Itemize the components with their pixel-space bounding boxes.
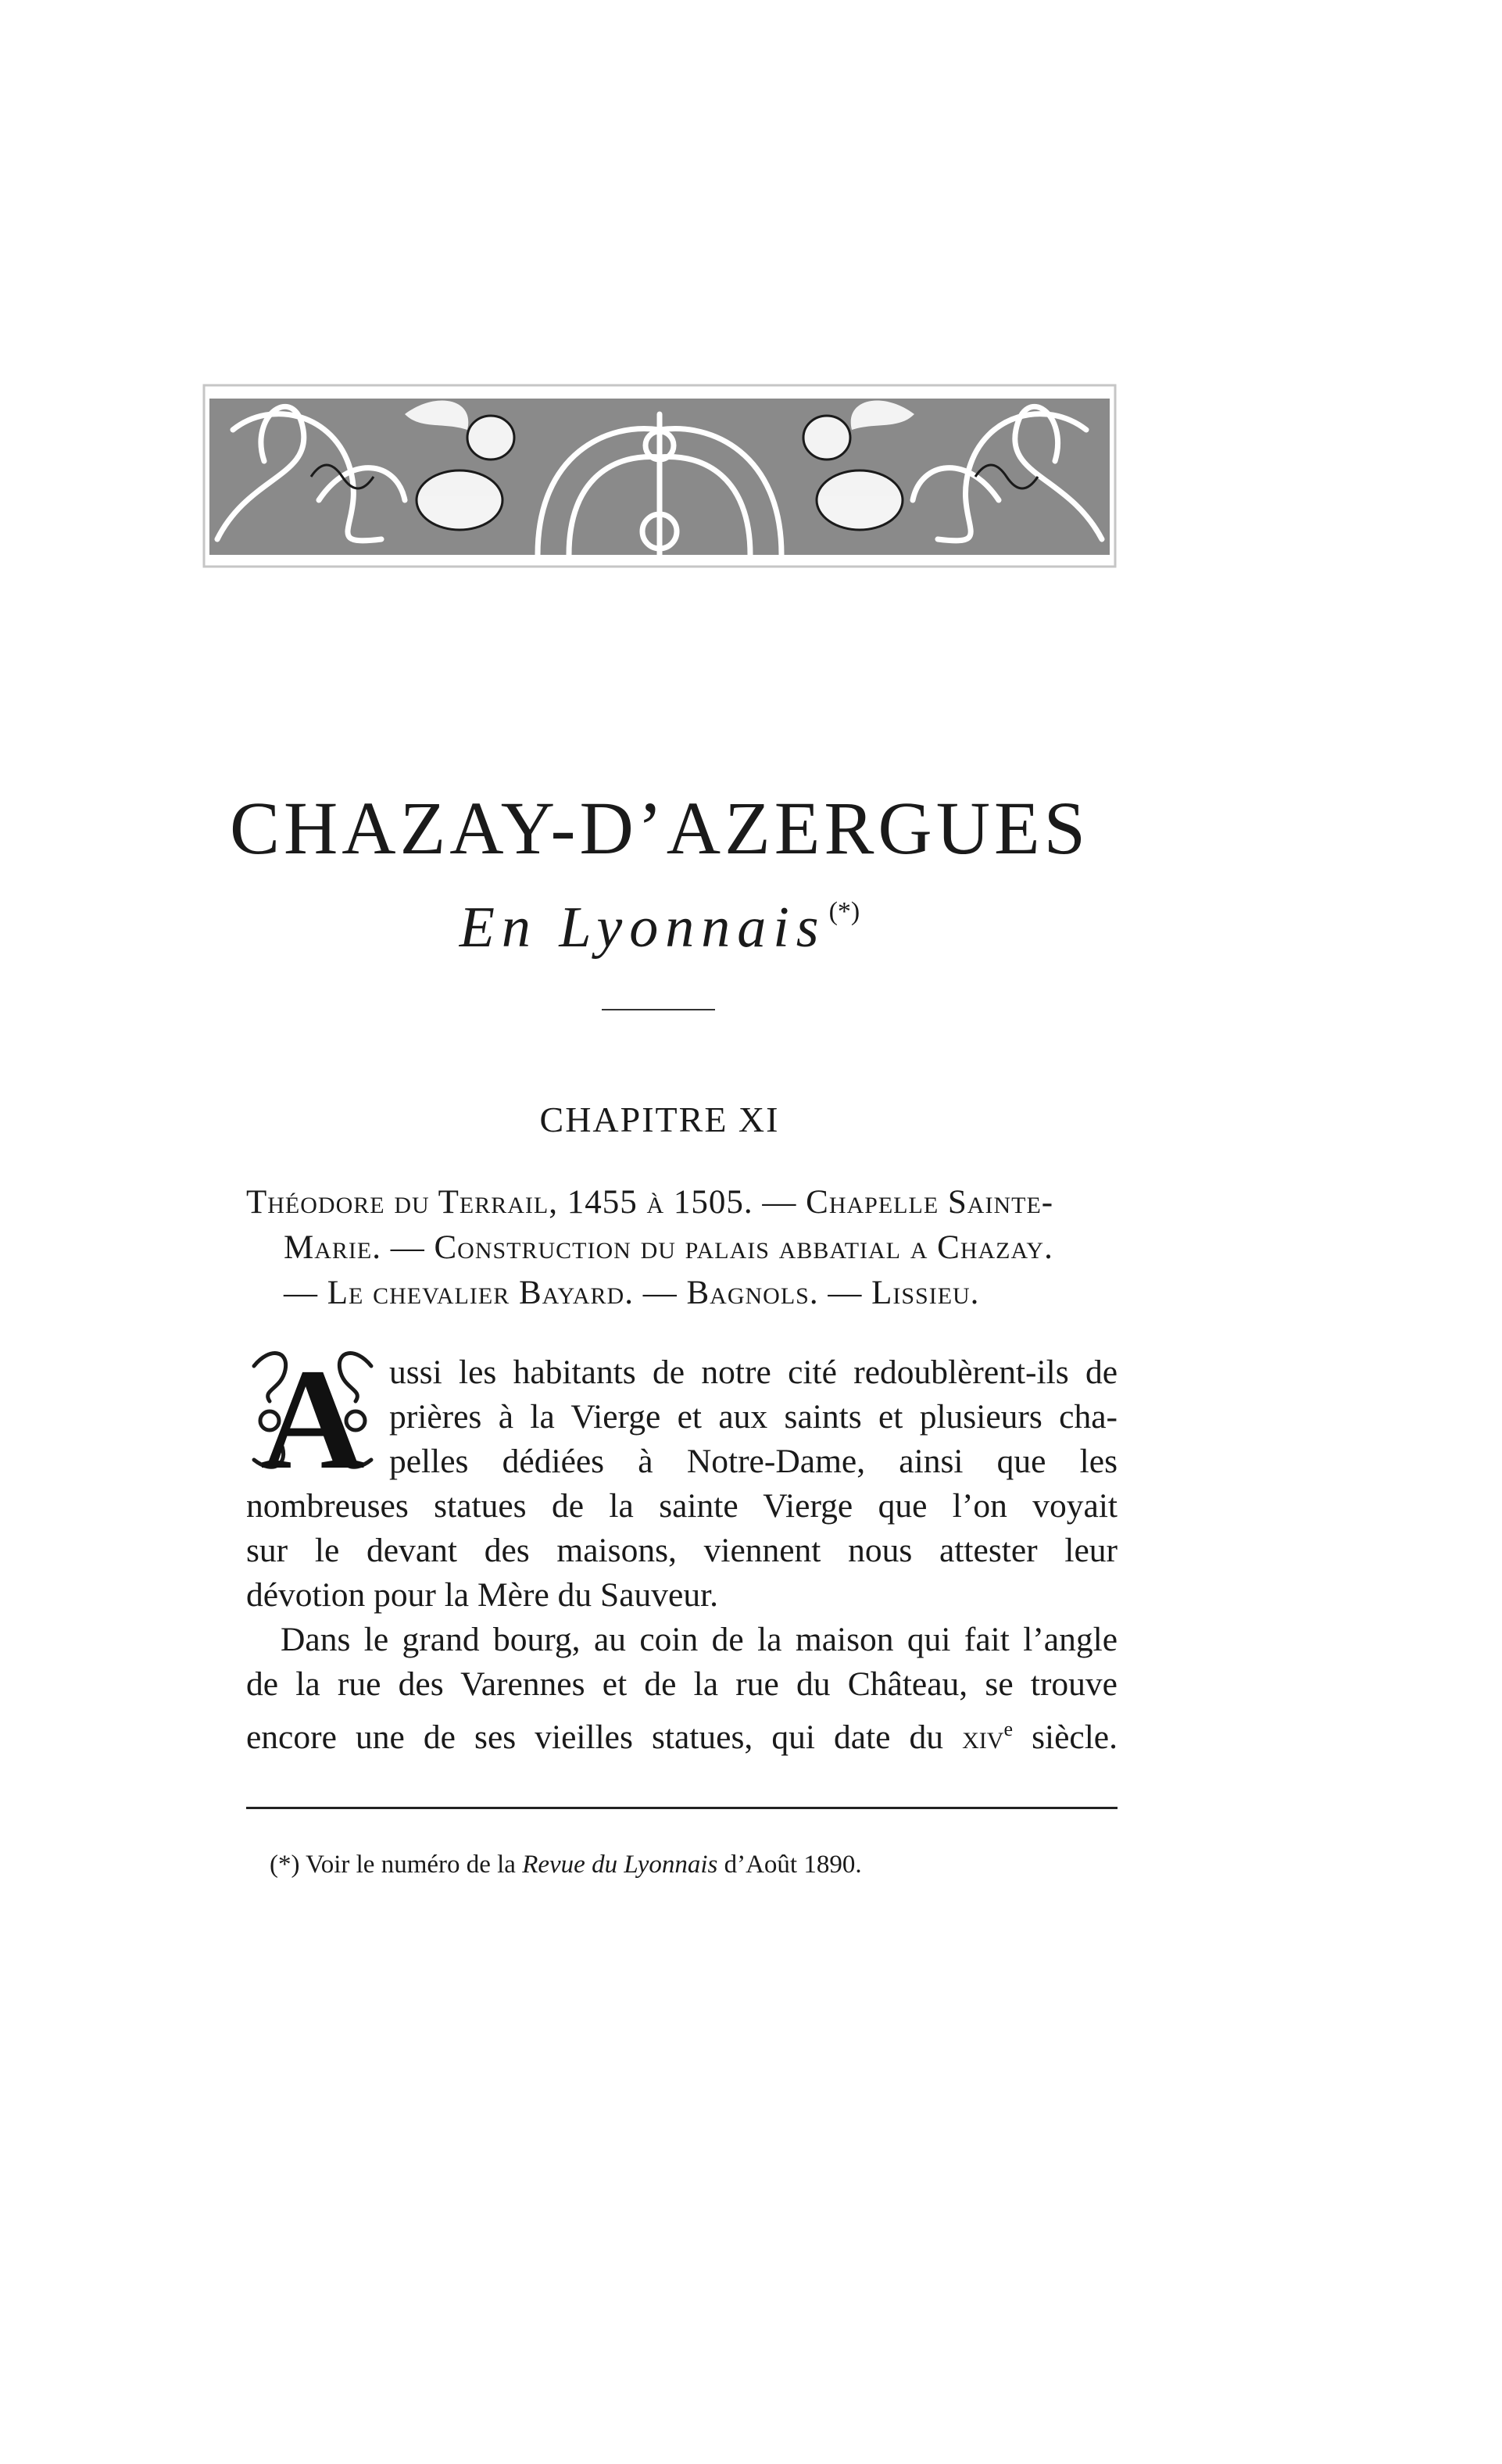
page-title: CHAZAY-D’AZERGUES: [229, 786, 1090, 871]
body-text-span: siècle.: [1013, 1718, 1118, 1756]
body-line: sur le devant des maisons, viennent nous attester leur: [246, 1532, 1118, 1569]
body-line: prières à la Vierge et aux saints et plusieurs cha-: [389, 1398, 1118, 1436]
subtitle-text: En Lyonnais: [459, 896, 826, 960]
footnote-mark: (*): [270, 1851, 300, 1879]
body-line: de la rue des Varennes et de la rue du Château, se trouve: [246, 1665, 1118, 1703]
body-line: nombreuses statues de la sainte Vierge que l’on voyait: [246, 1487, 1118, 1525]
ornamental-headpiece: [202, 383, 1118, 569]
body-text-span: encore une de ses vieilles statues, qui date du: [246, 1718, 963, 1756]
footnote-reference: (*): [828, 897, 860, 926]
footnote-text: Voir le numéro de la: [299, 1851, 523, 1879]
body-line: pelles dédiées à Notre-Dame, ainsi que les: [389, 1443, 1118, 1480]
summary-line: Marie. — Construction du palais abbatial a Chazay.: [284, 1229, 1053, 1266]
footnote-divider: [246, 1807, 1118, 1809]
footnote: [270, 1852, 862, 1878]
subtitle: [202, 896, 1118, 960]
body-line-last: [246, 1707, 1118, 1761]
journal-title: Revue du Lyonnais: [522, 1851, 718, 1879]
dropcap-ornament: [246, 1343, 379, 1480]
footnote-text: d’Août 1890.: [717, 1851, 862, 1879]
dropcap-letter: A: [260, 1343, 365, 1480]
chapter-heading: CHAPITRE XI: [539, 1100, 780, 1139]
body-line: Dans le grand bourg, au coin de la maison qui fait l’angle: [281, 1621, 1118, 1658]
century-numeral: xiv: [962, 1718, 1004, 1756]
century-superscript: e: [1003, 1718, 1013, 1740]
short-divider: [602, 1009, 715, 1010]
body-line: ussi les habitants de notre cité redoublèrent-ils de: [389, 1354, 1118, 1391]
body-line: dévotion pour la Mère du Sauveur.: [246, 1576, 719, 1614]
summary-line: — Le chevalier Bayard. — Bagnols. — Lissieu.: [284, 1275, 980, 1311]
chapter-summary: [246, 1180, 1118, 1316]
summary-line: Théodore du Terrail, 1455 à 1505. — Chapelle Sainte-: [246, 1184, 1054, 1221]
